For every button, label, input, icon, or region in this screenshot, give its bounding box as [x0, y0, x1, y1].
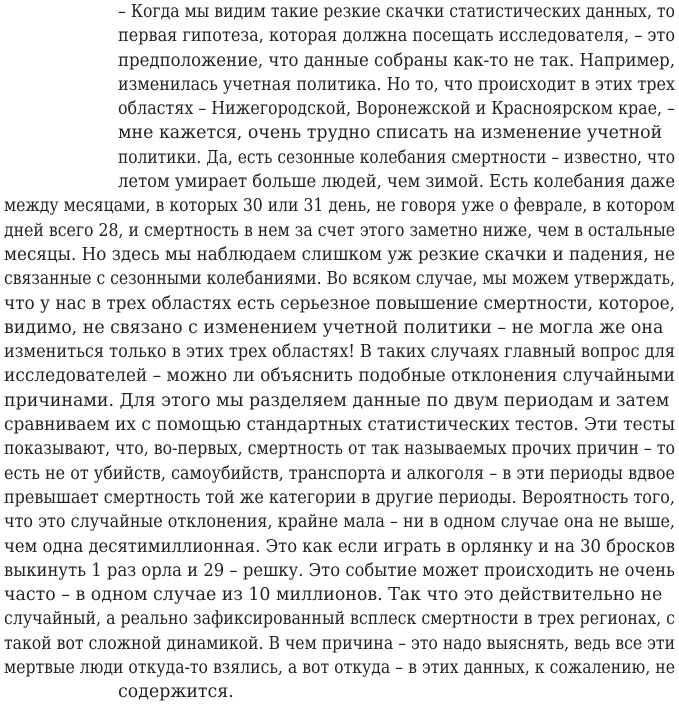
text-line: летом умирает больше людей, чем зимой. Есть колебания даже — [118, 172, 675, 193]
text-line: что это случайные отклонения, крайне мала – ни в одном случае она не выше, — [4, 512, 676, 533]
text-line: исследователей – можно ли объяснить подобные отклонения случайными — [4, 366, 675, 387]
text-line: – Когда мы видим такие резкие скачки статистических данных, то — [118, 2, 675, 22]
text-line: видимо, не связано с изменением учетной политики – не могла же она — [4, 317, 664, 338]
text-line: дней всего 28, и смертность в нем за счет этого заметно ниже, чем в остальные — [4, 220, 676, 241]
text-line: что у нас в трех областях есть серьезное повышение смертности, которое, — [4, 293, 675, 314]
text-line: часто – в одном случае из 10 миллионов. Так что это действительно не — [4, 585, 663, 606]
text-line: показывают, что, во-первых, смертность от так называемых прочих причин – то — [4, 439, 675, 460]
text-line: сравниваем их с помощью стандартных статистических тестов. Эти тесты — [4, 415, 676, 436]
text-line: случайный, а реально зафиксированный всплеск смертности в трех регионах, с — [4, 609, 676, 630]
text-line: такой вот сложной динамикой. В чем причина – это надо выяснять, ведь все эти — [4, 633, 676, 654]
text-line: превышает смертность той же категории в другие периоды. Вероятность того, — [4, 487, 675, 508]
text-line: причинами. Для этого мы разделяем данные по двум периодам и затем — [4, 390, 670, 411]
text-line: содержится. — [118, 682, 234, 703]
text-line: первая гипотеза, которая должна посещать исследователя, – это — [118, 26, 676, 47]
text-line: мне кажется, очень трудно списать на изменение учетной — [118, 123, 663, 144]
text-line: есть не от убийств, самоубийств, транспорта и алкоголя – в эти периоды вдвое — [4, 463, 675, 484]
text-line: месяцы. Но здесь мы наблюдаем слишком уж резкие скачки и падения, не — [4, 244, 676, 265]
text-line: между месяцами, в которых 30 или 31 день, не говоря уже о феврале, в котором — [4, 196, 675, 217]
text-line: областях – Нижегородской, Воронежской и Красноярском крае, – — [118, 99, 676, 120]
text-line: чем одна десятимиллионная. Это как если играть в орлянку и на 30 бросков — [4, 536, 675, 557]
text-line: изменилась учетная политика. Но то, что происходит в этих трех — [118, 74, 675, 95]
text-line: измениться только в этих трех областях! В таких случаях главный вопрос для — [4, 342, 676, 363]
text-line: выкинуть 1 раз орла и 29 – решку. Это событие может происходить не очень — [4, 560, 675, 581]
text-line: мертвые люди откуда-то взялись, а вот откуда – в этих данных, к сожалению, не — [4, 658, 676, 679]
text-line: связанные с сезонными колебаниями. Во всяком случае, мы можем утверждать, — [4, 269, 675, 290]
text-line: предположение, что данные собраны как-то не так. Например, — [118, 50, 675, 71]
text-line: политики. Да, есть сезонные колебания смертности – известно, что — [118, 147, 676, 168]
